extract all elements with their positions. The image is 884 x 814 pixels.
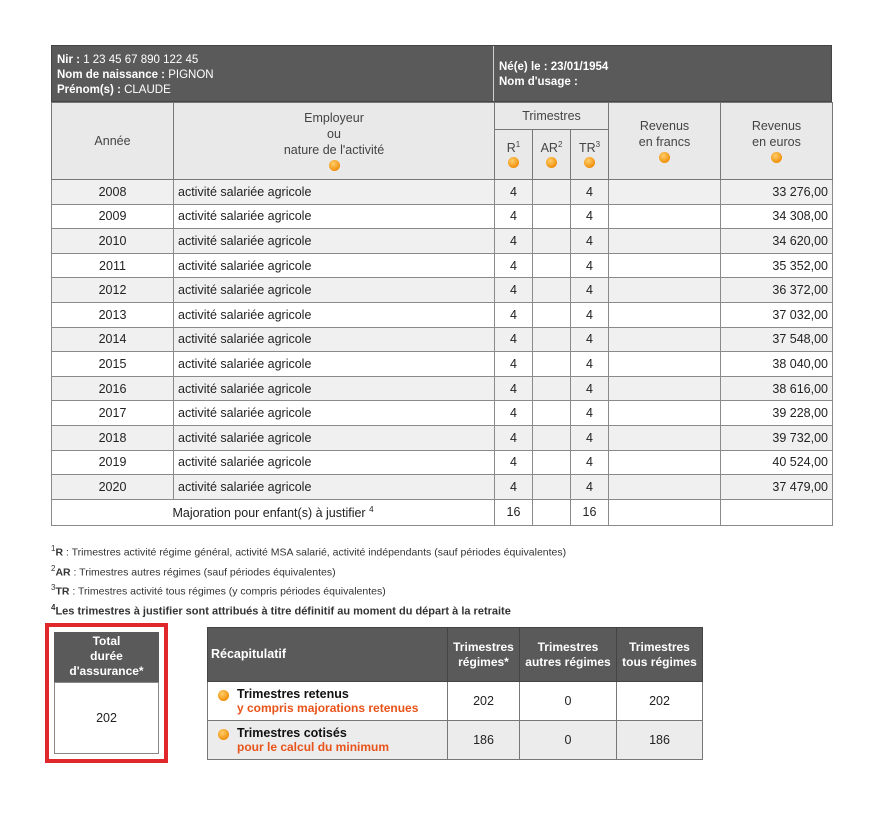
footnote-1: $^1$R : Trimestres activité régime général, activité MSA salarié, activité indépendants (sauf périodes équivalentes) bbox=[51, 544, 567, 559]
career-table bbox=[51, 102, 833, 526]
row-employer: activité salariée agricole bbox=[174, 302, 495, 327]
row-euros: 36 372,00 bbox=[721, 278, 833, 303]
row-year: 2008 bbox=[52, 180, 174, 205]
row-euros: 39 228,00 bbox=[721, 401, 833, 426]
row-tr: 4 bbox=[571, 475, 609, 500]
majoration-francs bbox=[609, 499, 721, 525]
col-header-ar: $AR^2$ bbox=[533, 130, 571, 180]
row-r: 4 bbox=[495, 425, 533, 450]
row-francs bbox=[609, 180, 721, 205]
table-row bbox=[52, 401, 833, 426]
row-euros: 38 616,00 bbox=[721, 376, 833, 401]
info-icon[interactable] bbox=[659, 152, 670, 163]
row-ar bbox=[533, 401, 571, 426]
row-employer: activité salariée agricole bbox=[174, 229, 495, 254]
row-francs bbox=[609, 450, 721, 475]
born-label: Né(e) le : bbox=[499, 61, 548, 73]
row-employer: activité salariée agricole bbox=[174, 352, 495, 377]
row-francs bbox=[609, 204, 721, 229]
row-tr: 4 bbox=[571, 327, 609, 352]
info-icon[interactable] bbox=[329, 160, 340, 171]
row-employer: activité salariée agricole bbox=[174, 253, 495, 278]
row-employer: activité salariée agricole bbox=[174, 425, 495, 450]
row-ar bbox=[533, 253, 571, 278]
nir-label: Nir : bbox=[57, 54, 80, 66]
header-divider bbox=[493, 46, 494, 101]
table-row bbox=[52, 475, 833, 500]
row-r: 4 bbox=[495, 204, 533, 229]
birth-name-value: PIGNON bbox=[165, 69, 214, 81]
row-employer: activité salariée agricole bbox=[174, 376, 495, 401]
row-r: 4 bbox=[495, 450, 533, 475]
row-year: 2012 bbox=[52, 278, 174, 303]
recap-cotises-regimes: 186 bbox=[448, 721, 520, 760]
row-year: 2020 bbox=[52, 475, 174, 500]
row-r: 4 bbox=[495, 278, 533, 303]
table-row bbox=[52, 278, 833, 303]
recap-cotises-tous: 186 bbox=[617, 721, 703, 760]
row-r: 4 bbox=[495, 401, 533, 426]
row-francs bbox=[609, 278, 721, 303]
recap-row-retenus-label: Trimestres retenus y compris majorations retenues bbox=[208, 682, 448, 721]
row-euros: 37 032,00 bbox=[721, 302, 833, 327]
recap-table bbox=[207, 627, 703, 760]
row-employer: activité salariée agricole bbox=[174, 475, 495, 500]
table-row bbox=[52, 204, 833, 229]
row-francs bbox=[609, 327, 721, 352]
born-value: 23/01/1954 bbox=[547, 61, 609, 73]
footnote-2: $^2$AR : Trimestres autres régimes (sauf périodes équivalentes) bbox=[51, 563, 336, 578]
row-euros: 37 479,00 bbox=[721, 475, 833, 500]
row-francs bbox=[609, 229, 721, 254]
majoration-r: 16 bbox=[495, 499, 533, 525]
recap-col-tous: Trimestres tous régimes bbox=[617, 628, 703, 682]
row-euros: 40 524,00 bbox=[721, 450, 833, 475]
row-ar bbox=[533, 352, 571, 377]
row-employer: activité salariée agricole bbox=[174, 450, 495, 475]
row-ar bbox=[533, 278, 571, 303]
info-icon[interactable] bbox=[218, 690, 229, 701]
col-header-euros: Revenus en euros bbox=[721, 103, 833, 180]
row-r: 4 bbox=[495, 475, 533, 500]
row-tr: 4 bbox=[571, 229, 609, 254]
row-year: 2009 bbox=[52, 204, 174, 229]
total-insurance-box bbox=[45, 623, 168, 763]
row-year: 2019 bbox=[52, 450, 174, 475]
col-header-r: $R^1$ bbox=[495, 130, 533, 180]
row-ar bbox=[533, 229, 571, 254]
col-header-year: Année bbox=[52, 103, 174, 180]
row-euros: 35 352,00 bbox=[721, 253, 833, 278]
recap-retenus-autres: 0 bbox=[520, 682, 617, 721]
row-euros: 34 620,00 bbox=[721, 229, 833, 254]
row-year: 2011 bbox=[52, 253, 174, 278]
table-row bbox=[52, 450, 833, 475]
majoration-ar bbox=[533, 499, 571, 525]
row-employer: activité salariée agricole bbox=[174, 327, 495, 352]
info-icon[interactable] bbox=[584, 157, 595, 168]
nir-value: 1 23 45 67 890 122 45 bbox=[80, 54, 199, 66]
table-row bbox=[52, 229, 833, 254]
col-header-trimestres: Trimestres bbox=[495, 103, 609, 130]
row-employer: activité salariée agricole bbox=[174, 204, 495, 229]
majoration-label: Majoration pour enfant(s) à justifier $^4$ bbox=[52, 499, 495, 525]
row-r: 4 bbox=[495, 376, 533, 401]
first-name-label: Prénom(s) : bbox=[57, 84, 121, 96]
row-year: 2017 bbox=[52, 401, 174, 426]
table-row bbox=[52, 180, 833, 205]
row-francs bbox=[609, 475, 721, 500]
row-tr: 4 bbox=[571, 253, 609, 278]
row-ar bbox=[533, 475, 571, 500]
footnote-4: $^4$Les trimestres à justifier sont attribués à titre définitif au moment du départ à la retraite bbox=[51, 602, 511, 618]
row-employer: activité salariée agricole bbox=[174, 278, 495, 303]
row-tr: 4 bbox=[571, 450, 609, 475]
row-employer: activité salariée agricole bbox=[174, 180, 495, 205]
row-ar bbox=[533, 302, 571, 327]
row-ar bbox=[533, 204, 571, 229]
row-euros: 38 040,00 bbox=[721, 352, 833, 377]
first-name-value: CLAUDE bbox=[120, 84, 171, 96]
majoration-tr: 16 bbox=[571, 499, 609, 525]
recap-row-cotises-label: Trimestres cotisés pour le calcul du minimum bbox=[208, 721, 448, 760]
row-r: 4 bbox=[495, 302, 533, 327]
row-r: 4 bbox=[495, 180, 533, 205]
row-tr: 4 bbox=[571, 352, 609, 377]
recap-retenus-regimes: 202 bbox=[448, 682, 520, 721]
info-icon[interactable] bbox=[218, 729, 229, 740]
row-tr: 4 bbox=[571, 425, 609, 450]
row-r: 4 bbox=[495, 253, 533, 278]
row-ar bbox=[533, 450, 571, 475]
info-icon[interactable] bbox=[508, 157, 519, 168]
recap-row-retenus bbox=[208, 682, 703, 721]
row-r: 4 bbox=[495, 327, 533, 352]
row-ar bbox=[533, 425, 571, 450]
footnote-3: $^3$TR : Trimestres activité tous régimes (y compris périodes équivalentes) bbox=[51, 583, 386, 598]
footnotes bbox=[51, 541, 566, 619]
identity-header bbox=[51, 45, 832, 102]
col-header-employer: Employeur ou nature de l'activité bbox=[174, 103, 495, 180]
row-euros: 33 276,00 bbox=[721, 180, 833, 205]
row-tr: 4 bbox=[571, 278, 609, 303]
row-r: 4 bbox=[495, 229, 533, 254]
row-francs bbox=[609, 401, 721, 426]
majoration-row bbox=[52, 499, 833, 525]
row-year: 2010 bbox=[52, 229, 174, 254]
row-employer: activité salariée agricole bbox=[174, 401, 495, 426]
table-row bbox=[52, 352, 833, 377]
row-francs bbox=[609, 253, 721, 278]
row-euros: 37 548,00 bbox=[721, 327, 833, 352]
row-euros: 34 308,00 bbox=[721, 204, 833, 229]
row-francs bbox=[609, 425, 721, 450]
row-tr: 4 bbox=[571, 302, 609, 327]
recap-col-regimes: Trimestres régimes* bbox=[448, 628, 520, 682]
row-tr: 4 bbox=[571, 180, 609, 205]
info-icon[interactable] bbox=[546, 157, 557, 168]
usage-name-label: Nom d'usage : bbox=[499, 76, 578, 88]
recap-row-cotises bbox=[208, 721, 703, 760]
row-ar bbox=[533, 180, 571, 205]
col-header-francs: Revenus en francs bbox=[609, 103, 721, 180]
row-francs bbox=[609, 302, 721, 327]
career-body bbox=[52, 180, 833, 526]
table-row bbox=[52, 376, 833, 401]
table-row bbox=[52, 253, 833, 278]
row-year: 2018 bbox=[52, 425, 174, 450]
row-year: 2013 bbox=[52, 302, 174, 327]
birth-name-label: Nom de naissance : bbox=[57, 69, 166, 81]
table-row bbox=[52, 302, 833, 327]
total-value: 202 bbox=[54, 682, 159, 754]
row-r: 4 bbox=[495, 352, 533, 377]
recap-cotises-autres: 0 bbox=[520, 721, 617, 760]
row-francs bbox=[609, 352, 721, 377]
row-year: 2014 bbox=[52, 327, 174, 352]
recap-title: Récapitulatif bbox=[208, 628, 448, 682]
recap-retenus-tous: 202 bbox=[617, 682, 703, 721]
recap-col-autres: Trimestres autres régimes bbox=[520, 628, 617, 682]
majoration-euros bbox=[721, 499, 833, 525]
table-row bbox=[52, 327, 833, 352]
row-year: 2015 bbox=[52, 352, 174, 377]
row-tr: 4 bbox=[571, 376, 609, 401]
row-year: 2016 bbox=[52, 376, 174, 401]
row-francs bbox=[609, 376, 721, 401]
row-tr: 4 bbox=[571, 401, 609, 426]
total-header: Total durée d'assurance* bbox=[54, 632, 159, 682]
row-ar bbox=[533, 376, 571, 401]
row-ar bbox=[533, 327, 571, 352]
info-icon[interactable] bbox=[771, 152, 782, 163]
table-row bbox=[52, 425, 833, 450]
col-header-tr: $TR^3$ bbox=[571, 130, 609, 180]
row-tr: 4 bbox=[571, 204, 609, 229]
identity-right bbox=[499, 60, 608, 90]
row-euros: 39 732,00 bbox=[721, 425, 833, 450]
identity-left bbox=[57, 53, 214, 98]
